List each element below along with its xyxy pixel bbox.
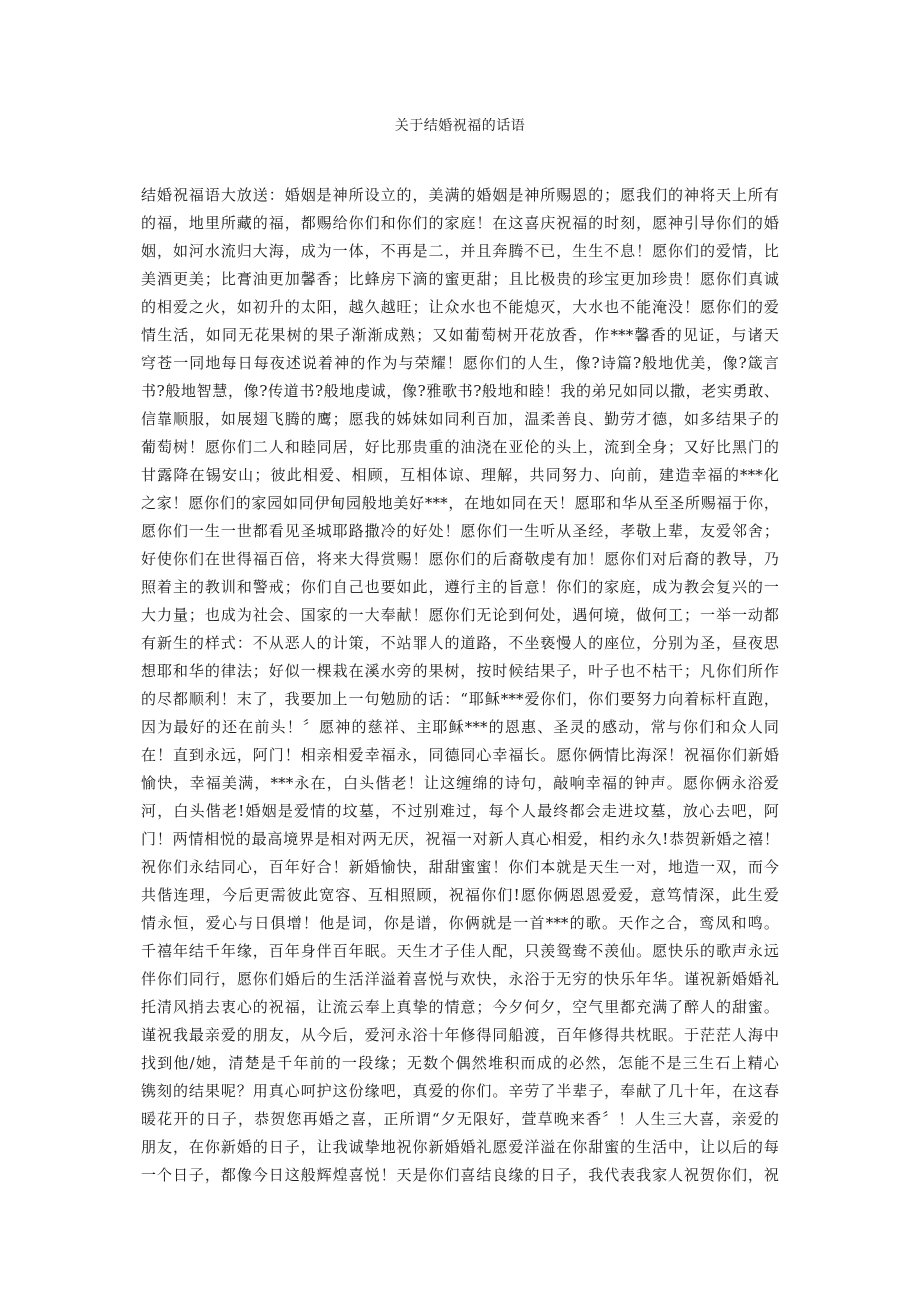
body-text-line: 愉快，幸福美满，***永在，白头偕老！让这缠绵的诗句，敲响幸福的钟声。愿你俩永浴爱 — [141, 774, 779, 792]
body-text-line: 伴你们同行，愿你们婚后的生活洋溢着喜悦与欢快，永浴于无穷的快乐年华。谨祝新婚婚礼 — [141, 970, 779, 988]
body-text-line: 的尽都顺利！末了，我要加上一句勉励的话：“耶稣***爱你们，你们要努力向着标杆直跑， — [141, 690, 779, 708]
body-text-line: 美酒更美；比膏油更加馨香；比蜂房下滴的蜜更甜；且比极贵的珍宝更加珍贵！愿你们真诚 — [141, 270, 779, 288]
body-text-line: 的相爱之火，如初升的太阳，越久越旺；让众水也不能熄灭，大水也不能淹没！愿你们的爱 — [141, 298, 779, 316]
body-text-line: 想耶和华的律法；好似一棵栽在溪水旁的果树，按时候结果子，叶子也不枯干；凡你们所作 — [141, 662, 779, 680]
body-text-line: 共偕连理，今后更需彼此宽容、互相照顾，祝福你们!愿你俩恩恩爱爱，意笃情深，此生爱 — [141, 886, 779, 904]
body-text-line: 托清风捎去衷心的祝福，让流云奉上真挚的情意；今夕何夕，空气里都充满了醉人的甜蜜。 — [141, 998, 779, 1016]
body-text-line: 姻，如河水流归大海，成为一体，不再是二，并且奔腾不已，生生不息！愿你们的爱情，比 — [141, 242, 779, 260]
body-text-line: 的福，地里所藏的福，都赐给你们和你们的家庭！在这喜庆祝福的时刻，愿神引导你们的婚 — [141, 214, 779, 232]
body-text-line: 愿你们一生一世都看见圣城耶路撒冷的好处！愿你们一生听从圣经，孝敬上辈，友爱邻舍； — [141, 522, 779, 540]
body-text-line: 河，白头偕老!婚姻是爱情的坟墓，不过别难过，每个人最终都会走进坟墓，放心去吧，阿 — [141, 802, 779, 820]
body-text-line: 之家！愿你们的家园如同伊甸园般地美好***，在地如同在天！愿耶和华从至圣所赐福于你， — [141, 494, 779, 512]
body-text-line: 暖花开的日子，恭贺您再婚之喜，正所谓“夕无限好，萱草晚来香〞！人生三大喜，亲爱的 — [141, 1110, 779, 1128]
body-text-line: 门！两情相悦的最高境界是相对两无厌，祝福一对新人真心相爱，相约永久!恭贺新婚之禧！ — [141, 830, 779, 848]
body-text-line: 千禧年结千年缘，百年身伴百年眠。天生才子佳人配，只羡鸳鸯不羡仙。愿快乐的歌声永远 — [141, 942, 779, 960]
body-text-line: 一个日子，都像今日这般辉煌喜悦！天是你们喜结良缘的日子，我代表我家人祝贺你们，祝 — [141, 1166, 779, 1184]
document-title: 关于结婚祝福的话语 — [394, 118, 526, 134]
body-text-line: 情永恒，爱心与日俱增！他是词，你是谱，你俩就是一首***的歌。天作之合，鸾凤和鸣。 — [141, 914, 779, 932]
body-text-line: 好使你们在世得福百倍，将来大得赏赐！愿你们的后裔敬虔有加！愿你们对后裔的教导，乃 — [141, 550, 779, 568]
body-text-line: 穹苍一同地每日每夜述说着神的作为与荣耀！愿你们的人生，像?诗篇?般地优美，像?箴言 — [141, 354, 779, 372]
body-text-line: 书?般地智慧，像?传道书?般地虔诚，像?雅歌书?般地和睦！我的弟兄如同以撒，老实勇敢、 — [141, 382, 779, 400]
body-text-line: 情生活，如同无花果树的果子渐渐成熟；又如葡萄树开花放香，作***馨香的见证，与诸天 — [141, 326, 779, 344]
body-text-line: 信靠顺服，如展翅飞腾的鹰；愿我的姊妹如同利百加，温柔善良、勤劳才德，如多结果子的 — [141, 410, 779, 428]
body-text-line: 谨祝我最亲爱的朋友，从今后，爱河永浴十年修得同船渡，百年修得共枕眠。于茫茫人海中 — [141, 1026, 779, 1044]
body-text-line: 结婚祝福语大放送：婚姻是神所设立的，美满的婚姻是神所赐恩的；愿我们的神将天上所有 — [141, 186, 779, 204]
body-text-line: 照着主的教训和警戒；你们自己也要如此，遵行主的旨意！你们的家庭，成为教会复兴的一 — [141, 578, 779, 596]
document-body — [141, 181, 779, 1189]
body-text-line: 朋友，在你新婚的日子，让我诚挚地祝你新婚婚礼愿爱洋溢在你甜蜜的生活中，让以后的每 — [141, 1138, 779, 1156]
body-text-line: 找到他/她，清楚是千年前的一段缘；无数个偶然堆积而成的必然，怎能不是三生石上精心 — [141, 1054, 779, 1072]
body-text-line: 祝你们永结同心，百年好合！新婚愉快，甜甜蜜蜜！你们本就是天生一对，地造一双，而今 — [141, 858, 779, 876]
body-text-line: 镌刻的结果呢？用真心呵护这份缘吧，真爱的你们。辛劳了半辈子，奉献了几十年，在这春 — [141, 1082, 779, 1100]
body-text-line: 葡萄树！愿你们二人和睦同居，好比那贵重的油浇在亚伦的头上，流到全身；又好比黑门的 — [141, 438, 779, 456]
body-text-line: 甘露降在锡安山；彼此相爱、相顾，互相体谅、理解，共同努力、向前，建造幸福的***化 — [141, 466, 779, 484]
body-text-line: 有新生的样式：不从恶人的计策，不站罪人的道路，不坐亵慢人的座位，分别为圣，昼夜思 — [141, 634, 779, 652]
body-text-line: 在！直到永远，阿门！相亲相爱幸福永，同德同心幸福长。愿你俩情比海深！祝福你们新婚 — [141, 746, 779, 764]
body-text-line: 因为最好的还在前头！〞愿神的慈祥、主耶稣***的恩惠、圣灵的感动，常与你们和众人同 — [141, 718, 779, 736]
body-text-line: 大力量；也成为社会、国家的一大奉献！愿你们无论到何处，遇何境，做何工；一举一动都 — [141, 606, 779, 624]
